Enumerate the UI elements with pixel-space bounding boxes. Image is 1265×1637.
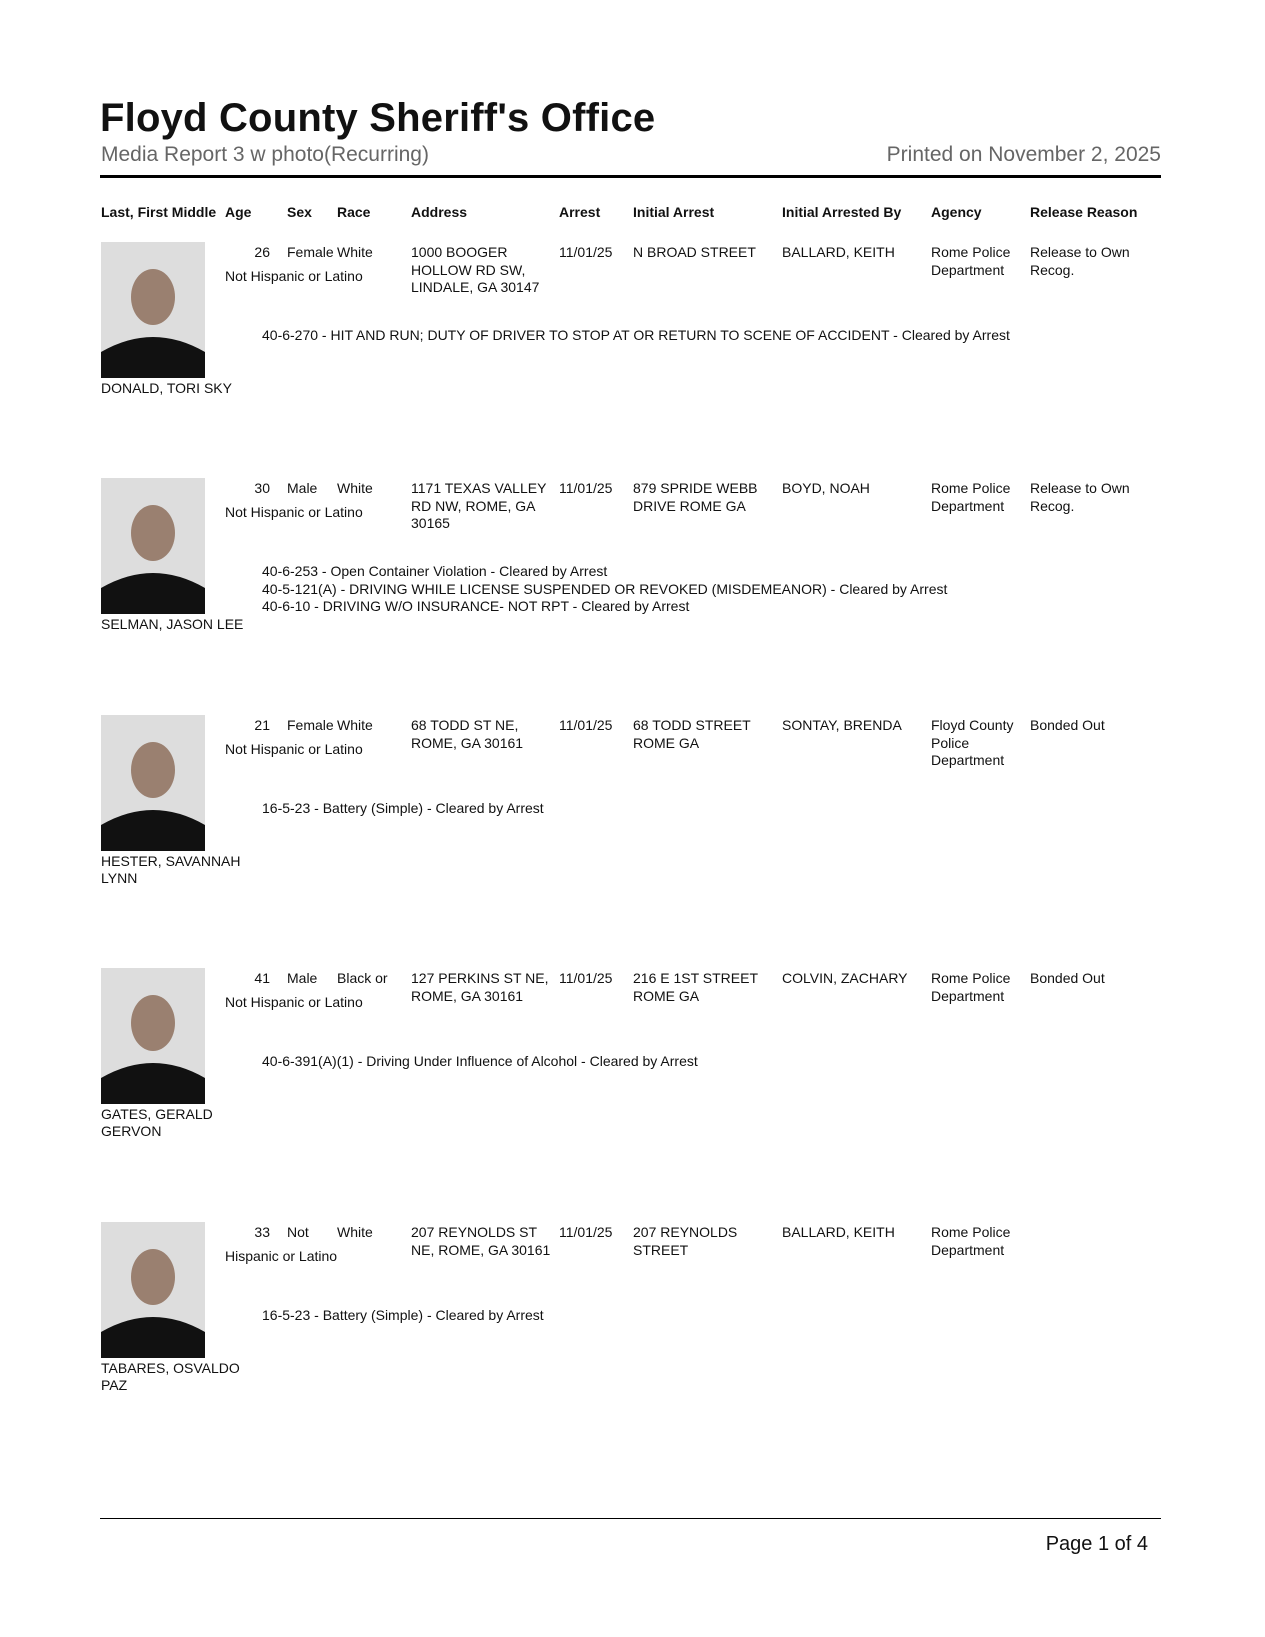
booking-photo (101, 1222, 205, 1358)
record-arrested-by: BALLARD, KEITH (782, 1224, 895, 1240)
record-sex: Male (287, 480, 318, 496)
record-agency: Rome Police Department (931, 244, 1011, 278)
record-ethnicity: Not Hispanic or Latino (225, 268, 363, 284)
record-race: White (337, 717, 373, 733)
record-arrested-by: BOYD, NOAH (782, 480, 870, 496)
record-arrest: 11/01/25 (559, 1224, 613, 1240)
printed-date: Printed on November 2, 2025 (886, 143, 1161, 166)
charge-item: 40-5-121(A) - DRIVING WHILE LICENSE SUSPENDED OR REVOKED (MISDEMEANOR) - Cleared by Arrest (262, 580, 948, 597)
record-ethnicity: Not Hispanic or Latino (225, 741, 363, 757)
record-race: White (337, 244, 373, 260)
record-ethnicity: Not Hispanic or Latino (225, 504, 363, 520)
record-address: 1171 TEXAS VALLEY RD NW, ROME, GA 30165 (411, 480, 547, 531)
record-release: Bonded Out (1030, 717, 1105, 733)
record-release: Release to Own Recog. (1030, 480, 1130, 514)
charges-list (262, 1053, 698, 1071)
record-initial-arrest: N BROAD STREET (633, 244, 756, 260)
col-release: Release Reason (1030, 204, 1138, 220)
col-sex: Sex (287, 204, 312, 220)
col-address: Address (411, 204, 468, 220)
record-age: 26 (254, 244, 270, 260)
arrest-record (0, 1222, 1265, 1452)
record-initial-arrest: 68 TODD STREET ROME GA (633, 717, 751, 751)
record-agency: Rome Police Department (931, 480, 1011, 514)
col-arrested-by: Initial Arrested By (782, 204, 902, 220)
record-arrest: 11/01/25 (559, 480, 613, 496)
record-sex: Male (287, 970, 318, 986)
record-name: SELMAN, JASON LEE (101, 616, 244, 632)
booking-photo (101, 242, 205, 378)
record-agency: Floyd County Police Department (931, 717, 1014, 768)
record-release: Release to Own Recog. (1030, 244, 1130, 278)
arrest-record (0, 478, 1265, 708)
header-rule (100, 175, 1161, 178)
record-sex: Female (287, 244, 334, 260)
record-ethnicity: Not Hispanic or Latino (225, 994, 363, 1010)
record-name: HESTER, SAVANNAH LYNN (101, 853, 241, 886)
record-arrested-by: SONTAY, BRENDA (782, 717, 902, 733)
record-age: 30 (254, 480, 270, 496)
charges-list (262, 800, 544, 818)
charge-item: 40-6-270 - HIT AND RUN; DUTY OF DRIVER TO STOP AT OR RETURN TO SCENE OF ACCIDENT - Cleared by Arrest (262, 327, 1010, 343)
charge-item: 40-6-391(A)(1) - Driving Under Influence of Alcohol - Cleared by Arrest (262, 1053, 698, 1069)
record-initial-arrest: 216 E 1ST STREET ROME GA (633, 970, 758, 1004)
record-age: 33 (254, 1224, 270, 1240)
booking-photo (101, 715, 205, 851)
charge-item: 40-6-10 - DRIVING W/O INSURANCE- NOT RPT - Cleared by Arrest (262, 598, 690, 614)
record-name: DONALD, TORI SKY (101, 380, 232, 396)
arrest-record (0, 242, 1265, 472)
record-address: 127 PERKINS ST NE, ROME, GA 30161 (411, 970, 549, 1004)
record-release: Bonded Out (1030, 970, 1105, 986)
col-race: Race (337, 204, 371, 220)
record-name: GATES, GERALD GERVON (101, 1106, 213, 1139)
col-age: Age (225, 204, 252, 220)
charge-item: 16-5-23 - Battery (Simple) - Cleared by Arrest (262, 800, 544, 816)
arrest-record (0, 715, 1265, 945)
record-arrest: 11/01/25 (559, 717, 613, 733)
record-race: White (337, 480, 373, 496)
booking-photo (101, 478, 205, 614)
record-address: 68 TODD ST NE, ROME, GA 30161 (411, 717, 524, 751)
col-arrest: Arrest (559, 204, 601, 220)
col-initial-arrest: Initial Arrest (633, 204, 715, 220)
footer-rule (100, 1518, 1161, 1519)
record-sex: Not (287, 1224, 309, 1240)
arrest-record (0, 968, 1265, 1198)
col-agency: Agency (931, 204, 982, 220)
charge-item: 16-5-23 - Battery (Simple) - Cleared by Arrest (262, 1307, 544, 1323)
record-arrested-by: BALLARD, KEITH (782, 244, 895, 260)
record-race: White (337, 1224, 373, 1240)
record-race: Black or (337, 970, 388, 986)
record-agency: Rome Police Department (931, 970, 1011, 1004)
record-agency: Rome Police Department (931, 1224, 1011, 1258)
charges-list (262, 563, 947, 616)
charge-item: 40-6-253 - Open Container Violation - Cleared by Arrest (262, 563, 608, 579)
record-address: 207 REYNOLDS ST NE, ROME, GA 30161 (411, 1224, 551, 1258)
record-sex: Female (287, 717, 334, 733)
col-name: Last, First Middle (101, 204, 217, 220)
booking-photo (101, 968, 205, 1104)
charges-list (262, 1307, 544, 1325)
record-age: 41 (254, 970, 270, 986)
record-address: 1000 BOOGER HOLLOW RD SW, LINDALE, GA 30147 (411, 244, 540, 295)
record-arrest: 11/01/25 (559, 244, 613, 260)
record-ethnicity: Hispanic or Latino (225, 1248, 338, 1264)
record-initial-arrest: 879 SPRIDE WEBB DRIVE ROME GA (633, 480, 758, 514)
record-initial-arrest: 207 REYNOLDS STREET (633, 1224, 738, 1258)
record-arrested-by: COLVIN, ZACHARY (782, 970, 908, 986)
record-arrest: 11/01/25 (559, 970, 613, 986)
report-subtitle: Media Report 3 w photo(Recurring) (101, 143, 429, 166)
report-title: Floyd County Sheriff's Office (100, 96, 656, 140)
record-name: TABARES, OSVALDO PAZ (101, 1360, 240, 1393)
record-age: 21 (254, 717, 270, 733)
page-number: Page 1 of 4 (1045, 1533, 1148, 1555)
charges-list (262, 327, 1010, 345)
